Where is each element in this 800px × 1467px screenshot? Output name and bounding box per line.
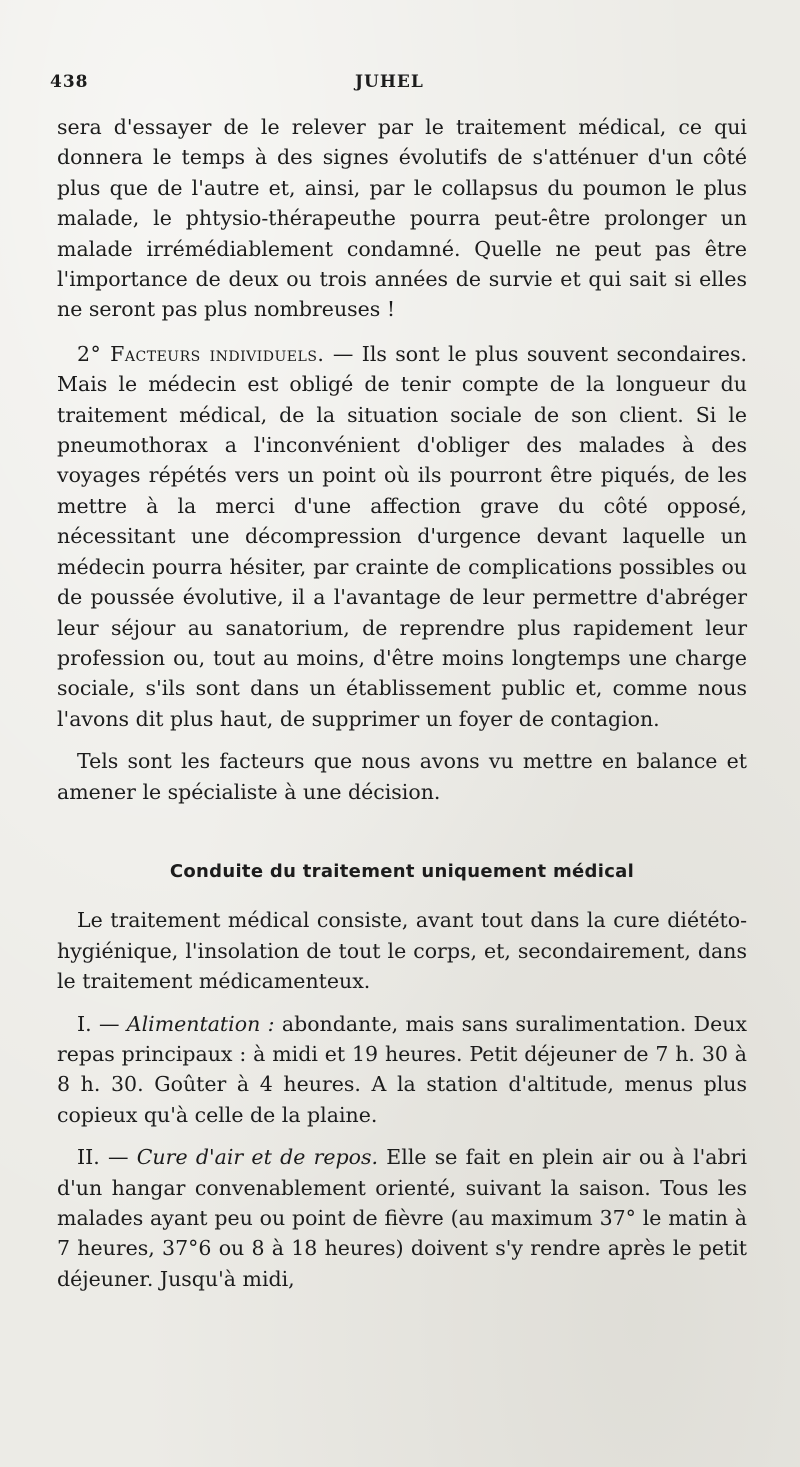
paragraph-text: — Ils sont le plus souvent secondaires. Mais le médecin est obligé de tenir compte de la longueur du traitement médical, de la situation sociale de son client. Si le pneumothorax a l'inconvénient d'obliger des malades à des voyages répétés vers un point où ils pourront être piqués, de les mettre à la merci d'une affection grave du côté opposé, nécessitant une décompression d'urgence devant laquelle un médecin pourra hésiter, par crainte de complications possibles ou de poussée évolutive, il a l'avantage de leur permettre d'abréger leur séjour au sanatorium, de reprendre plus rapidement leur profession ou, tout au moins, d'être moins longtemps une charge sociale, s'ils sont dans un établissement public et, comme nous l'avons dit plus haut, de supprimer un foyer de contagion. (57, 341, 747, 731)
page-body (57, 112, 747, 1294)
paragraph-continuation: sera d'essayer de le relever par le traitement médical, ce qui donnera le temps à des signes évolutifs de s'atténuer d'un côté plus que de l'autre et, ainsi, par le collapsus du poumon le plus malade, le phtysio-thérapeuthe pourra peut-être prolonger un malade irrémédiablement condamné. Quelle ne peut pas être l'importance de deux ou trois années de survie et qui sait si elles ne seront pas plus nombreuses ! (57, 115, 747, 322)
paragraph-conclusion: Tels sont les facteurs que nous avons vu mettre en balance et amener le spécialiste à une décision. (57, 749, 747, 804)
page-header (50, 72, 750, 102)
item-title: Cure d'air et de repos. (136, 1145, 379, 1170)
item-number: II. — (77, 1145, 137, 1170)
item-number: I. — (77, 1011, 127, 1036)
section-heading: Conduite du traitement uniquement médical (169, 860, 635, 882)
page-number: 438 (50, 72, 89, 92)
subsection-label: 2° Facteurs individuels. (77, 341, 325, 366)
paragraph-alimentation (57, 1009, 747, 1131)
paragraph-air-rest-cure (57, 1142, 747, 1294)
paragraph-text: abondante, mais sans suralimentation. Deux repas principaux : à midi et 19 heures. Petit déjeuner de 7 h. 30 à 8 h. 30. Goûter à 4 heures. A la station d'altitude, menus plus copieux qu'à celle de la plaine. (57, 1011, 747, 1127)
paragraph-individual-factors (57, 339, 747, 734)
paragraph-treatment-intro: Le traitement médical consiste, avant tout dans la cure diététo-hygiénique, l'insolation de tout le corps, et, secondairement, dans le traitement médicamenteux. (57, 908, 747, 994)
paragraph-text: Elle se fait en plein air ou à l'abri d'un hangar convenablement orienté, suivant la saison. Tous les malades ayant peu ou point de fièvre (au maximum 37° le matin à 7 heures, 37°6 ou 8 à 18 heures) doivent s'y rendre après le petit déjeuner. Jusqu'à midi, (57, 1145, 748, 1291)
running-head: JUHEL (355, 72, 424, 92)
item-title: Alimentation : (126, 1011, 275, 1036)
